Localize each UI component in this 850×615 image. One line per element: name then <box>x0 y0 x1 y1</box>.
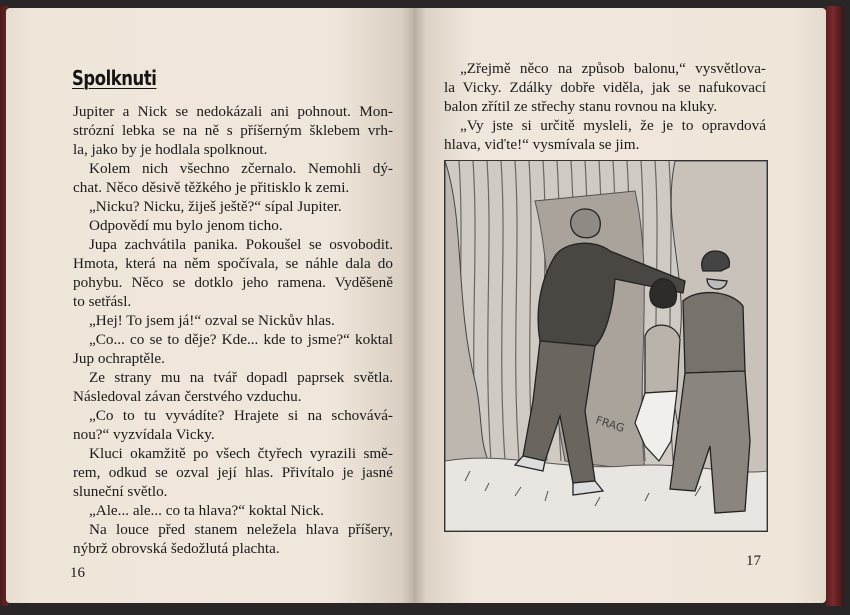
text-line: strózní lebka se na ně s příšerným šklebem vrh- <box>73 122 393 139</box>
text-line: la Vicky. Zdálky dobře viděla, jak se nafukovací <box>444 79 766 96</box>
text-line: Jup ochraptěle. <box>73 350 165 367</box>
illustration <box>444 160 768 532</box>
text-line: Hmota, která na něm spočívala, se náhle dala do <box>73 255 393 272</box>
text-line: sluneční světlo. <box>73 483 168 500</box>
page-number-left: 16 <box>70 565 85 581</box>
book-cover-edge-right <box>826 6 844 606</box>
right-page-text <box>444 59 766 154</box>
text-line: pohybu. Něco se dotklo jeho ramena. Vyděšeně <box>73 274 393 291</box>
text-line: „Vy jste si určitě mysleli, že je to opravdová <box>460 117 766 134</box>
text-line: Jupiter a Nick se nedokázali ani pohnout. Mon- <box>73 103 393 120</box>
text-line: Na louce před stanem neležela hlava příšery, <box>89 521 393 538</box>
text-line: hlava, viďte!“ vysmívala se jim. <box>444 136 640 153</box>
text-line: Ze strany mu na tvář dopadl paprsek světla. <box>89 369 393 386</box>
text-line: Následoval závan čerstvého vzduchu. <box>73 388 302 405</box>
text-line: „Hej! To jsem já!“ ozval se Nickův hlas. <box>89 312 335 329</box>
text-line: nou?“ vyzvídala Vicky. <box>73 426 215 443</box>
text-line: nýbrž obrovská šedožlutá plachta. <box>73 540 280 557</box>
text-line: la, jako by je hodlala spolknout. <box>73 141 268 158</box>
page-number-right: 17 <box>746 553 761 569</box>
text-line: „Ale... ale... co ta hlava?“ koktal Nick. <box>89 502 324 519</box>
text-line: chat. Něco děsivě těžkého je přitisklo k zemi. <box>73 179 350 196</box>
chapter-heading: Spolknuti <box>72 66 157 90</box>
text-line: Kluci okamžitě po všech čtyřech vyrazili smě- <box>89 445 393 462</box>
tarp-text: FRAG <box>594 413 627 435</box>
left-page-text <box>73 102 393 558</box>
text-line: Jupa zachvátila panika. Pokoušel se osvobodit. <box>89 236 393 253</box>
text-line: „Nicku? Nicku, žiješ ještě?“ sípal Jupiter. <box>89 198 342 215</box>
text-line: balon zřítil ze střechy stanu rovnou na kluky. <box>444 98 718 115</box>
text-line: to setřásl. <box>73 293 132 310</box>
text-line: rem, odkud se ozval její hlas. Přivítalo je jasné <box>73 464 393 481</box>
illustration-drawing <box>445 161 767 531</box>
text-line: Kolem nich všechno zčernalo. Nemohli dý- <box>89 160 393 177</box>
text-line: „Co... co se to děje? Kde... kde to jsme?“ koktal <box>89 331 393 348</box>
text-line: „Co to tu vyvádíte? Hrajete si na schovává- <box>89 407 393 424</box>
text-line: Odpovědí mu bylo jenom ticho. <box>89 217 283 234</box>
text-line: „Zřejmě něco na způsob balonu,“ vysvětlova- <box>460 60 766 77</box>
